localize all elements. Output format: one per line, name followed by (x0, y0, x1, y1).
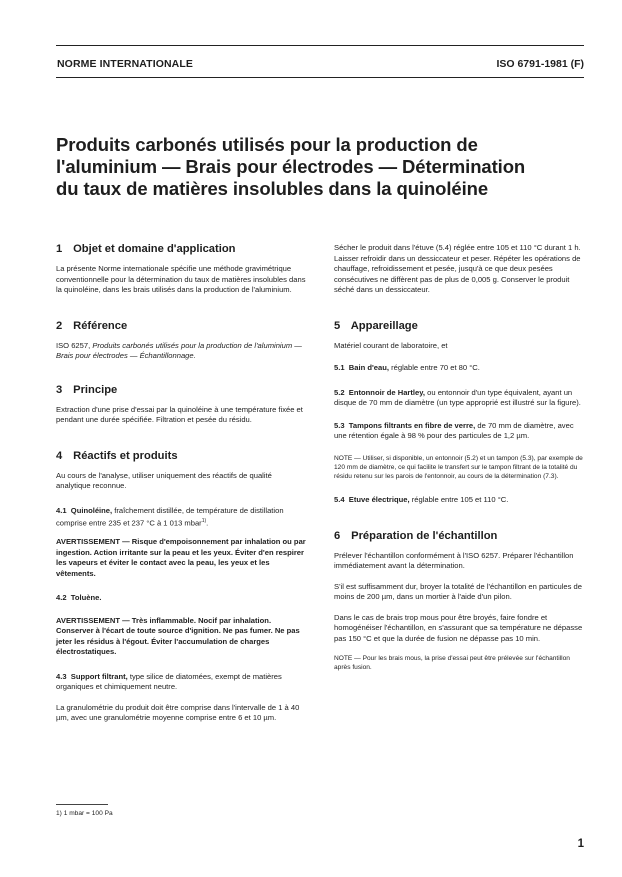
item-5-2: 5.2 Entonnoir de Hartley, ou entonnoir d'un type équivalent, ayant un disque de 70 mm de diamètre (un type approprié est illustré sur la figure). (334, 387, 581, 407)
section-6-p2: S'il est suffisamment dur, broyer la totalité de l'échantillon en particules de moins de 200 µm, dans un mortier à l'aide d'un pilon. (334, 581, 583, 602)
page-number: 1 (577, 838, 584, 850)
section-heading: 1 Objet et domaine d'application (56, 243, 236, 255)
section-2 (56, 320, 306, 362)
section-heading: 2 Référence (56, 319, 128, 332)
warning-quinoline: AVERTISSEMENT — Risque d'empoisonnement par inhalation ou par ingestion. Action irritante sur la peau et les yeux. Éviter d'en respirer les vapeurs et éviter le contact avec la peau, les yeux et les vêtements. (56, 537, 306, 578)
item-5-4: 5.4 Etuve électrique, réglable entre 105 et 110 °C. (334, 495, 509, 505)
section-heading: 5 Appareillage (334, 319, 418, 332)
section-4 (56, 450, 306, 724)
section-heading: 6 Préparation de l'échantillon (334, 529, 498, 542)
apparatus-note: NOTE — Utiliser, si disponible, un entonnoir (5.2) et un tampon (5.3), par exemple de 120 mm de diamètre, ce qui facilite le transfert sur le tampon filtrant de la totalité du résidu retenu sur les parois de l'entonnoir, au cours de la détermination (7.3). (334, 454, 583, 480)
title-line-2: l'aluminium — Brais pour électrodes — Détermination (56, 156, 526, 177)
document-title (56, 134, 596, 200)
item-5-1: 5.1 Bain d'eau, réglable entre 70 et 80 °C. (334, 363, 480, 372)
header-bottom-rule (56, 77, 584, 78)
section-6-p3: Dans le cas de brais trop mous pour être broyés, faire fondre et homogénéiser l'échantillon, en s'assurant que sa température ne dépasse pas 150 °C et que la durée de fusion ne dépasse pas 10 min. (334, 612, 583, 643)
section-1-text: La présente Norme internationale spécifie une méthode gravimétrique conventionnelle pour la détermination du taux de matières insolubles dans la quinoléine, dans les brais utilisés dans la production de l'aluminium. (56, 264, 306, 294)
standard-number: ISO 6791-1981 (F) (496, 58, 584, 70)
footnote-rule (56, 804, 108, 805)
section-6-p1: Prélever l'échantillon conformément à l'ISO 6257. Préparer l'échantillon immédiatement avant la détermination. (334, 550, 574, 571)
section-heading: 4 Réactifs et produits (56, 449, 178, 462)
item-4-2: 4.2 Toluène. (56, 593, 102, 603)
warning-toluene: AVERTISSEMENT — Très inflammable. Nocif par inhalation. Conserver à l'écart de toute source d'ignition. Ne pas fumer. Ne pas jeter les résidus à l'égout. Éviter l'accumulation de charges électrostatiques. (56, 615, 300, 657)
item-4-3: 4.3 Support filtrant, type silice de diatomées, exempt de matières organiques et chimiquement neutre. (56, 671, 282, 692)
item-5-3: 5.3 Tampons filtrants en fibre de verre, de 70 mm de diamètre, avec une rétention égale à 98 % pour des particules de 1,2 µm. (334, 420, 574, 440)
title-line-1: Produits carbonés utilisés pour la production de (56, 134, 478, 155)
section-4-intro: Au cours de l'analyse, utiliser uniquement des réactifs de qualité analytique reconnue. (56, 470, 272, 490)
section-5-intro: Matériel courant de laboratoire, et (334, 340, 448, 350)
right-column (334, 243, 584, 673)
section-5 (334, 320, 584, 506)
section-1 (56, 243, 306, 296)
granulometry-text: La granulométrie du produit doit être comprise dans l'intervalle de 1 à 40 µm, avec une granulométrie moyenne comprise entre 6 et 10 µm. (56, 702, 300, 723)
reference-text: ISO 6257, Produits carbonés utilisés pour la production de l'aluminium — Brais pour électrodes — Échantillonnage. (56, 340, 302, 360)
drying-text: Sécher le produit dans l'étuve (5.4) réglée entre 105 et 110 °C durant 1 h. Laisser refroidir dans un dessiccateur et peser. Répéter les opérations de chauffage, refroidissement et pesée, jusqu'à ce que deux pesées consécutives ne diffèrent pas de plus de 0,005 g. Conserver le produit séché dans un dessiccateur. (334, 243, 581, 294)
title-line-3: du taux de matières insolubles dans la quinoléine (56, 178, 489, 199)
section-heading: 3 Principe (56, 383, 118, 396)
standard-type-label: NORME INTERNATIONALE (57, 58, 193, 70)
section-3 (56, 384, 306, 426)
sample-note: NOTE — Pour les brais mous, la prise d'essai peut être prélevée sur l'échantillon après fusion. (334, 655, 570, 672)
left-column (56, 243, 306, 724)
footnote: 1) 1 mbar = 100 Pa (56, 810, 113, 817)
section-3-text: Extraction d'une prise d'essai par la quinoléine à une température fixée et pendant une durée spécifiée. Filtration et pesée du résidu. (56, 404, 303, 424)
header-top-rule (56, 45, 584, 46)
item-4-1: 4.1 Quinoléine, fraîchement distillée, de température de distillation comprise entre 235 et 237 °C à 1 013 mbar$^{1)}$. (56, 505, 284, 528)
section-6 (334, 530, 584, 673)
